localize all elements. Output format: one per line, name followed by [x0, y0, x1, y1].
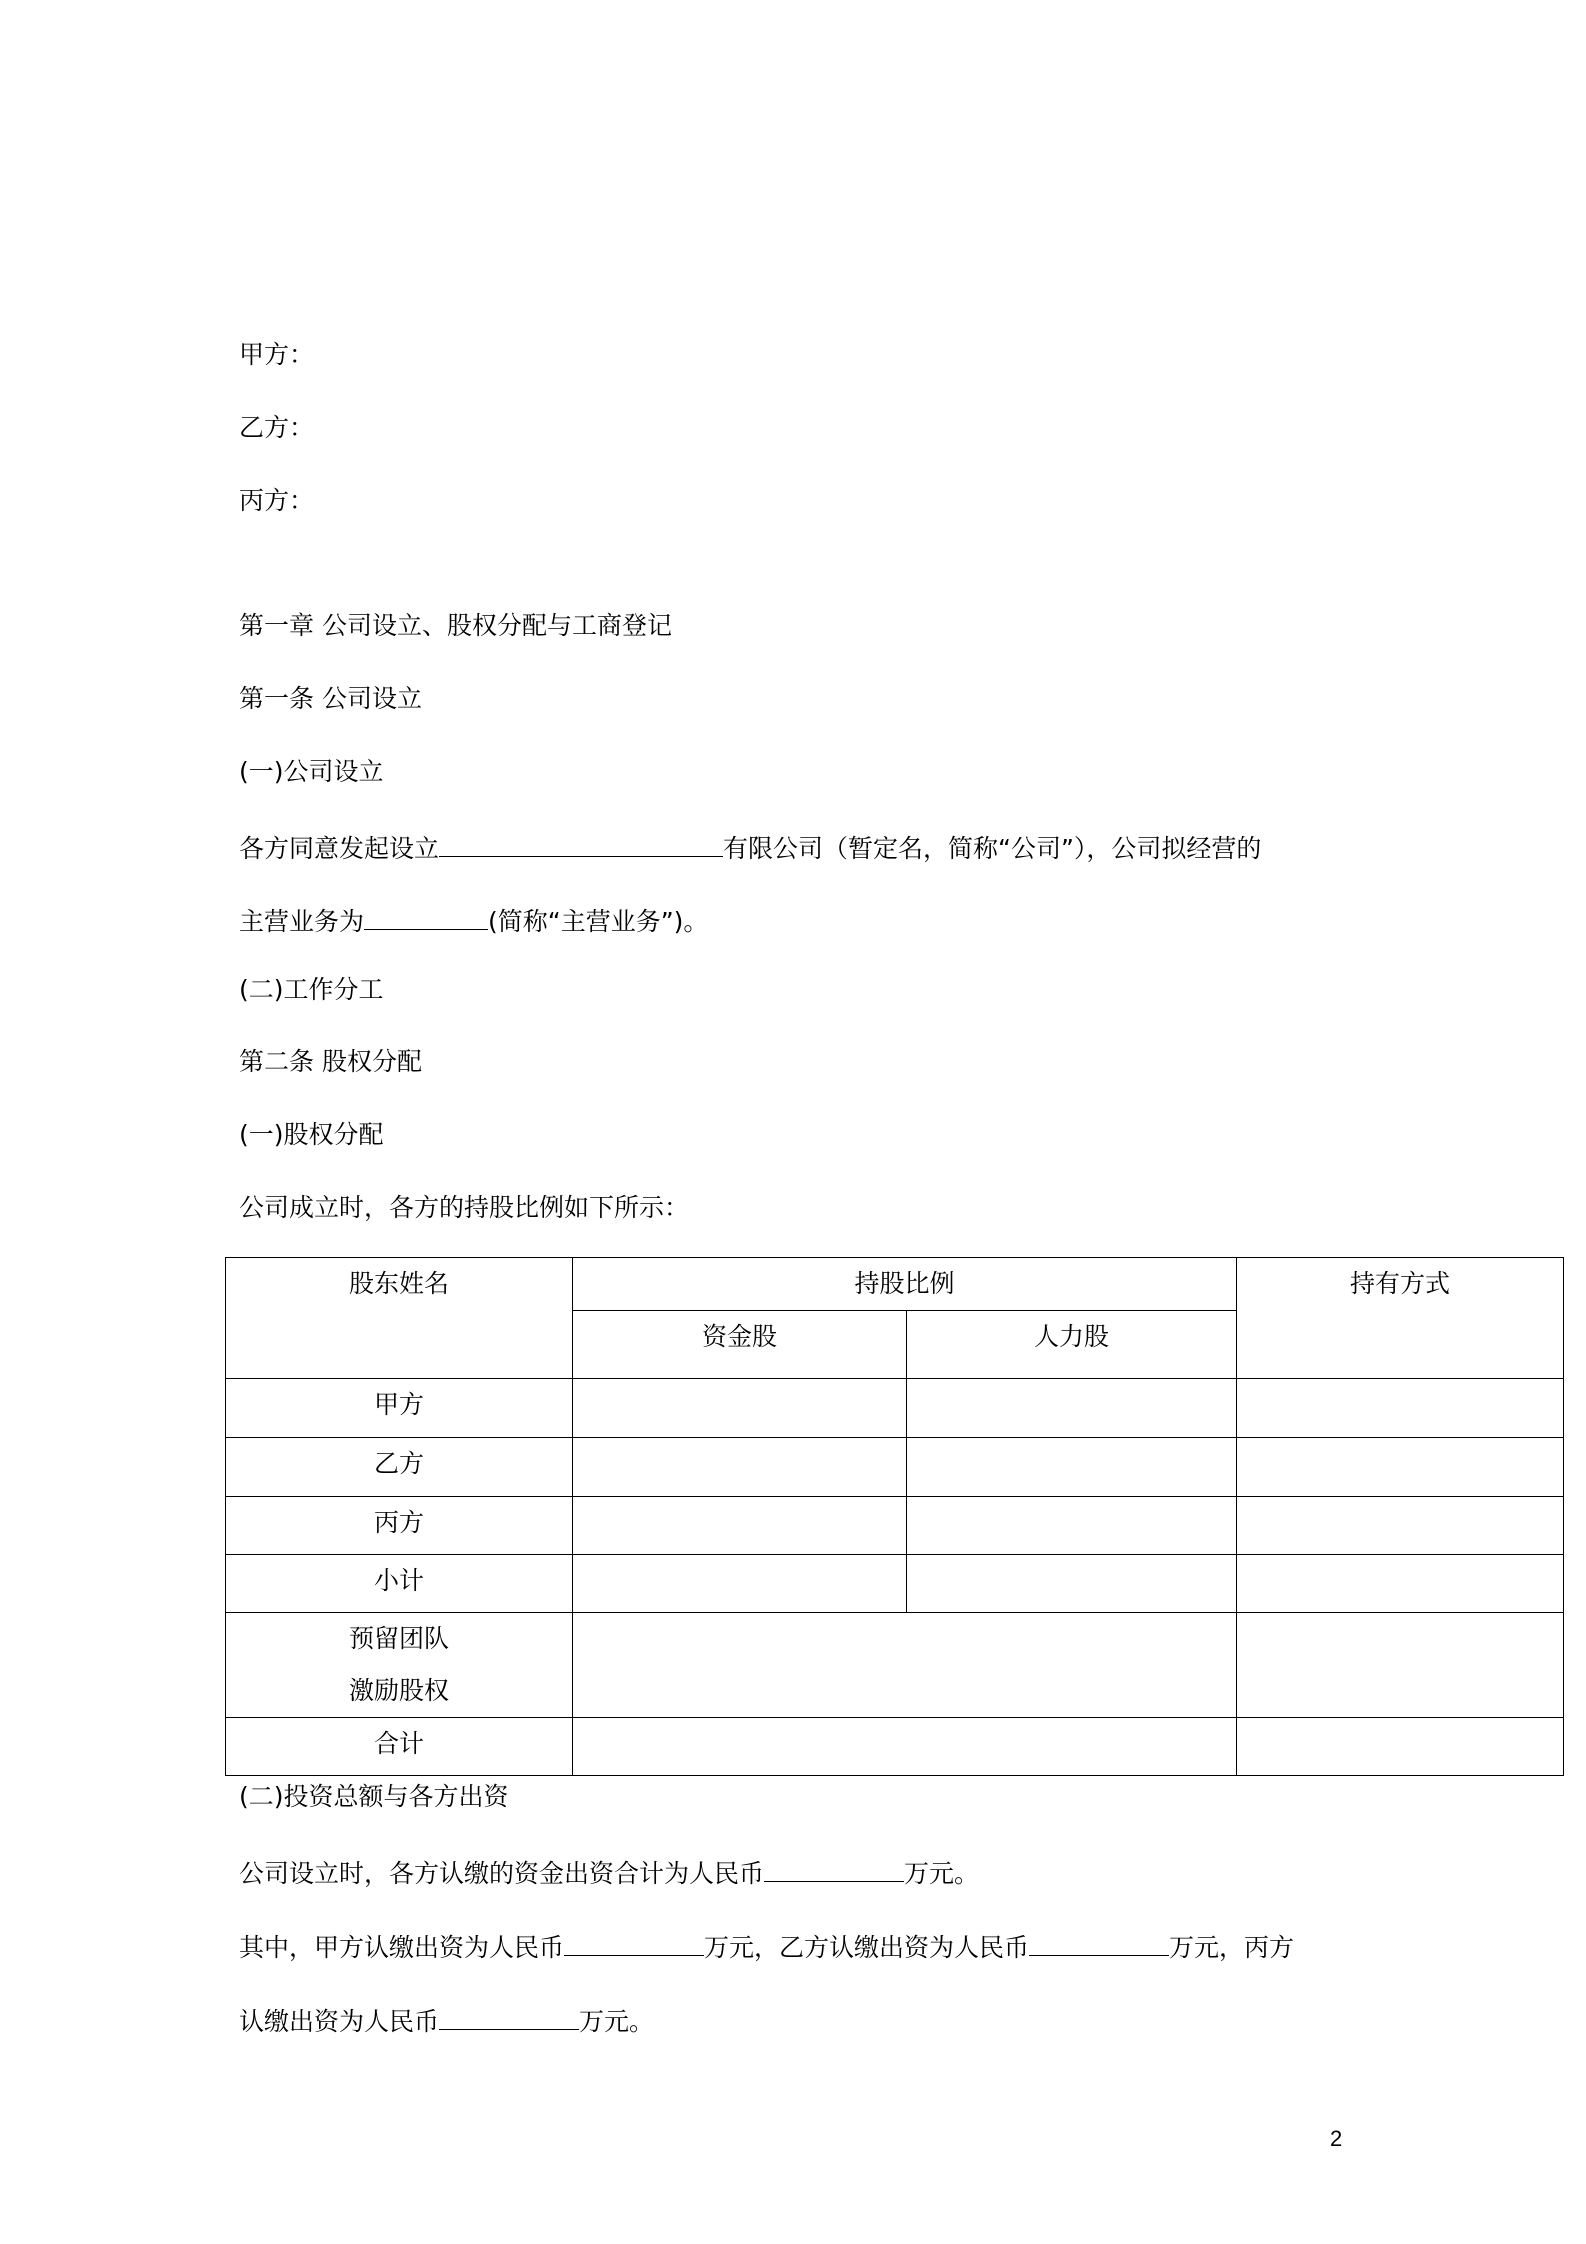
- cell-labor[interactable]: [907, 1555, 1237, 1613]
- row-label-party-c: 丙方: [226, 1497, 573, 1555]
- cell-capital[interactable]: [573, 1379, 907, 1438]
- article-1-title: 第一条 公司设立: [239, 684, 422, 713]
- party-c-capital-blank[interactable]: [439, 2003, 579, 2030]
- party-a-capital-blank[interactable]: [564, 1929, 704, 1956]
- paragraph-total-capital: [239, 1855, 979, 1891]
- paragraph-company-setup: [239, 830, 1261, 866]
- cell-capital[interactable]: [573, 1555, 907, 1613]
- row-label-reserve: [226, 1613, 573, 1718]
- table-row: [226, 1438, 1564, 1497]
- section-1-2-title: (二)工作分工: [239, 975, 384, 1004]
- table-row: [226, 1718, 1564, 1776]
- header-labor-shares: 人力股: [907, 1311, 1237, 1379]
- party-b-label: 乙方：: [239, 413, 315, 442]
- text-segment: 万元，丙方: [1169, 1933, 1295, 1962]
- table-row: [226, 1379, 1564, 1438]
- header-holding-method: 持有方式: [1237, 1258, 1564, 1379]
- shareholding-intro: 公司成立时，各方的持股比例如下所示：: [239, 1193, 690, 1222]
- header-share-ratio: 持股比例: [573, 1258, 1237, 1311]
- text-segment: 万元。: [579, 2007, 655, 2036]
- section-1-1-title: (一)公司设立: [239, 757, 384, 786]
- paragraph-party-c-contribution: [239, 2003, 654, 2039]
- section-2-2-title: (二)投资总额与各方出资: [239, 1782, 509, 1811]
- reserve-label-line-1: 预留团队: [348, 1624, 449, 1653]
- cell-method[interactable]: [1237, 1555, 1564, 1613]
- text-segment: 主营业务为: [239, 907, 365, 936]
- cell-method[interactable]: [1237, 1379, 1564, 1438]
- chapter-title: 第一章 公司设立、股权分配与工商登记: [239, 611, 672, 640]
- cell-reserve-ratio[interactable]: [573, 1613, 1237, 1718]
- page-number: 2: [1330, 2126, 1343, 2151]
- cell-capital[interactable]: [573, 1438, 907, 1497]
- party-b-capital-blank[interactable]: [1029, 1929, 1169, 1956]
- row-label-subtotal: 小计: [226, 1555, 573, 1613]
- paragraph-main-business: [239, 903, 708, 939]
- text-segment: (简称“主营业务”)。: [488, 907, 709, 936]
- text-segment: 认缴出资为人民币: [239, 2007, 440, 2036]
- cell-labor[interactable]: [907, 1438, 1237, 1497]
- row-label-total: 合计: [226, 1718, 573, 1776]
- cell-method[interactable]: [1237, 1438, 1564, 1497]
- main-business-blank[interactable]: [364, 903, 488, 930]
- header-shareholder-name: 股东姓名: [226, 1258, 573, 1379]
- cell-method[interactable]: [1237, 1718, 1564, 1776]
- cell-labor[interactable]: [907, 1379, 1237, 1438]
- cell-method[interactable]: [1237, 1613, 1564, 1718]
- table-row: [226, 1613, 1564, 1718]
- article-2-title: 第二条 股权分配: [239, 1047, 422, 1076]
- reserve-label-line-2: 激励股权: [348, 1676, 449, 1705]
- text-segment: 各方同意发起设立: [239, 834, 440, 863]
- table-row: [226, 1555, 1564, 1613]
- section-2-1-title: (一)股权分配: [239, 1120, 384, 1149]
- text-segment: 公司设立时，各方认缴的资金出资合计为人民币: [239, 1859, 765, 1888]
- text-segment: 其中，甲方认缴出资为人民币: [239, 1933, 565, 1962]
- party-a-label: 甲方：: [239, 340, 315, 369]
- cell-labor[interactable]: [907, 1497, 1237, 1555]
- cell-method[interactable]: [1237, 1497, 1564, 1555]
- text-segment: 万元，乙方认缴出资为人民币: [704, 1933, 1030, 1962]
- row-label-party-b: 乙方: [226, 1438, 573, 1497]
- row-label-party-a: 甲方: [226, 1379, 573, 1438]
- shareholding-table: [225, 1257, 1564, 1776]
- paragraph-party-contributions: [239, 1929, 1294, 1965]
- text-segment: 万元。: [904, 1859, 980, 1888]
- table-row: [226, 1497, 1564, 1555]
- company-name-blank[interactable]: [439, 830, 723, 857]
- header-capital-shares: 资金股: [573, 1311, 907, 1379]
- cell-total-ratio[interactable]: [573, 1718, 1237, 1776]
- party-c-label: 丙方：: [239, 486, 315, 515]
- cell-capital[interactable]: [573, 1497, 907, 1555]
- text-segment: 有限公司（暂定名，简称“公司”），公司拟经营的: [723, 834, 1262, 863]
- total-capital-blank[interactable]: [764, 1855, 904, 1882]
